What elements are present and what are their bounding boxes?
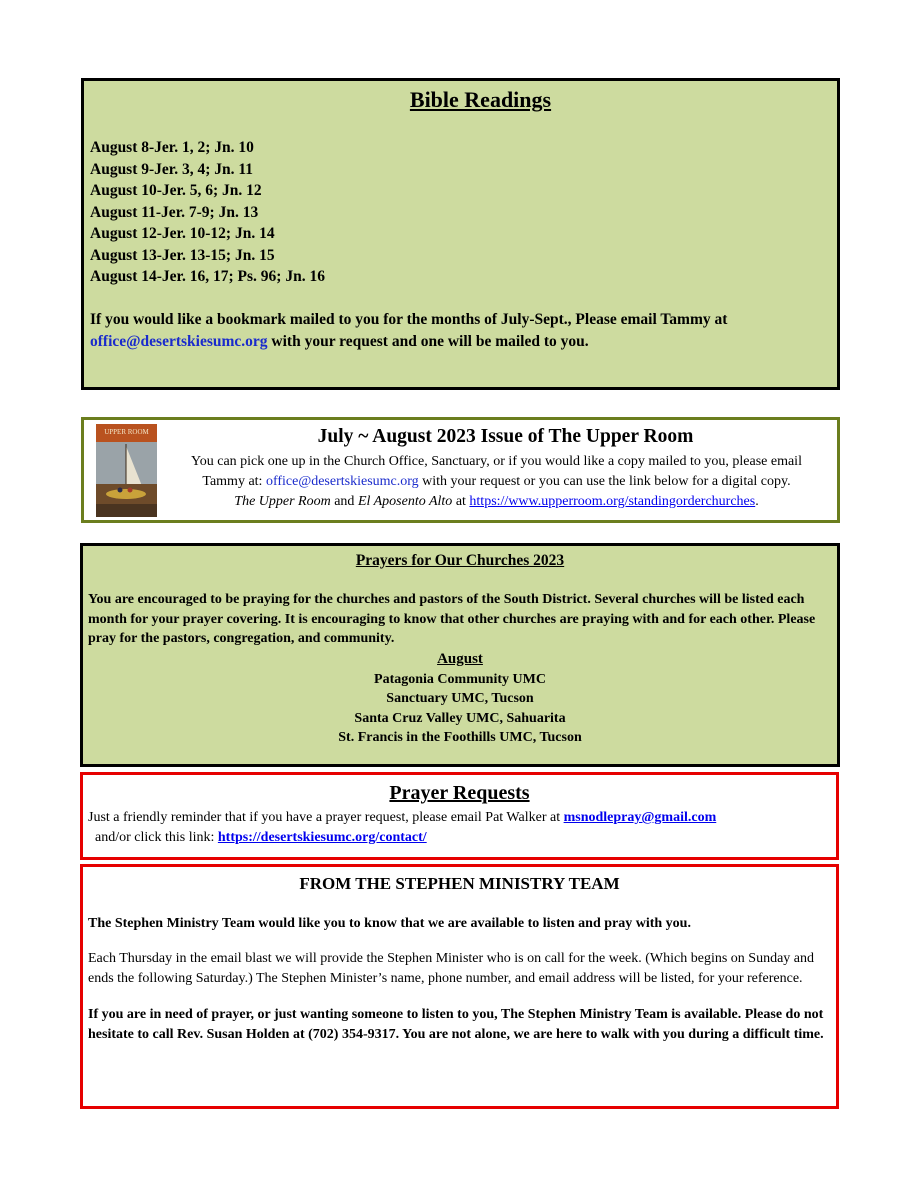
upper-room-at: at (452, 494, 470, 509)
bookmark-note-text: If you would like a bookmark mailed to you for the months of July-Sept., Please email Tammy at (90, 310, 728, 328)
upper-room-name: The Upper Room (234, 494, 331, 509)
upper-room-line-2-start: Tammy at: (202, 474, 266, 489)
prayer-requests-section (80, 772, 839, 860)
upper-room-link[interactable]: https://www.upperroom.org/standingorderchurches (469, 494, 756, 509)
reading-item: August 10-Jer. 5, 6; Jn. 12 (90, 182, 262, 199)
church-item: Sanctuary UMC, Tucson (386, 691, 534, 706)
reading-item: August 13-Jer. 13-15; Jn. 15 (90, 246, 275, 264)
stephen-paragraph-1: The Stephen Ministry Team would like you to know that we are available to listen and pray with you. (88, 916, 691, 931)
bookmark-note-text-end: with your request and one will be mailed to you. (267, 332, 589, 350)
prayer-requests-text-start: Just a friendly reminder that if you have a prayer request, please email Pat Walker at (88, 810, 564, 825)
upper-room-period: . (755, 494, 759, 509)
reading-item: August 12-Jer. 10-12; Jn. 14 (90, 225, 275, 242)
stephen-paragraph-2: Each Thursday in the email blast we will provide the Stephen Minister who is on call for the week. (Which begins on Sunday and ends the following Saturday.) The Stephen Minister’s name, phone number, and email address will be listed, for your reference. (88, 951, 815, 986)
upper-room-line-2-end: with your request or you can use the link below for a digital copy. (418, 474, 791, 489)
stephen-ministry-title: FROM THE STEPHEN MINISTRY TEAM (299, 874, 620, 893)
reading-item: August 8-Jer. 1, 2; Jn. 10 (90, 139, 254, 156)
church-item: St. Francis in the Foothills UMC, Tucson (338, 730, 582, 745)
prayer-requests-text (88, 808, 831, 848)
prayer-requests-title: Prayer Requests (389, 782, 530, 804)
upper-room-line-3 (162, 492, 831, 512)
stephen-paragraph-3: If you are in need of prayer, or just wanting someone to listen to you, The Stephen Ministry Team is available. Please do not hesitate to call Rev. Susan Holden at (702) 354-9317. You are not alone, we are here to walk with you during a difficult time. (88, 1007, 824, 1042)
stephen-ministry-section (80, 864, 839, 1109)
church-item: Santa Cruz Valley UMC, Sahuarita (354, 710, 566, 726)
prayers-month: August (437, 650, 483, 667)
upper-room-body (162, 452, 831, 512)
prayers-for-churches-section (80, 543, 840, 767)
bible-readings-title: Bible Readings (409, 87, 552, 112)
upper-room-line-1: You can pick one up in the Church Office, Sanctuary, or if you would like a copy mailed to you, please email (191, 454, 802, 469)
bookmark-note (90, 309, 831, 353)
prayer-requests-text-middle: and/or click this link: (88, 830, 218, 845)
reading-item: August 9-Jer. 3, 4; Jn. 11 (90, 160, 254, 178)
upper-room-line-2 (162, 472, 831, 492)
reading-item: August 14-Jer. 16, 17; Ps. 96; Jn. 16 (90, 268, 325, 285)
office-email-link[interactable]: office@desertskiesumc.org (90, 332, 268, 350)
reading-item: August 11-Jer. 7-9; Jn. 13 (90, 203, 259, 221)
readings-list (90, 137, 831, 288)
upper-room-section (81, 417, 840, 523)
prayers-title: Prayers for Our Churches 2023 (355, 552, 565, 569)
upper-room-email[interactable]: office@desertskiesumc.org (265, 474, 419, 489)
contact-page-link[interactable]: https://desertskiesumc.org/contact/ (217, 830, 427, 845)
bible-readings-section (81, 78, 840, 390)
upper-room-and: and (330, 494, 358, 509)
prayers-intro: You are encouraged to be praying for the churches and pastors of the South District. Several churches will be listed each month for your prayer covering. It is encouraging to know that other churches are praying with and for each other. Please pray for the pastors, congregation, and community. (88, 592, 816, 646)
prayer-email-link[interactable]: msnodlepray@gmail.com (563, 810, 717, 825)
aposento-alto-name: El Aposento Alto (357, 494, 453, 509)
church-item: Patagonia Community UMC (374, 671, 546, 687)
cover-title-text: UPPER ROOM (104, 428, 149, 436)
upper-room-title: July ~ August 2023 Issue of The Upper Room (317, 426, 694, 447)
